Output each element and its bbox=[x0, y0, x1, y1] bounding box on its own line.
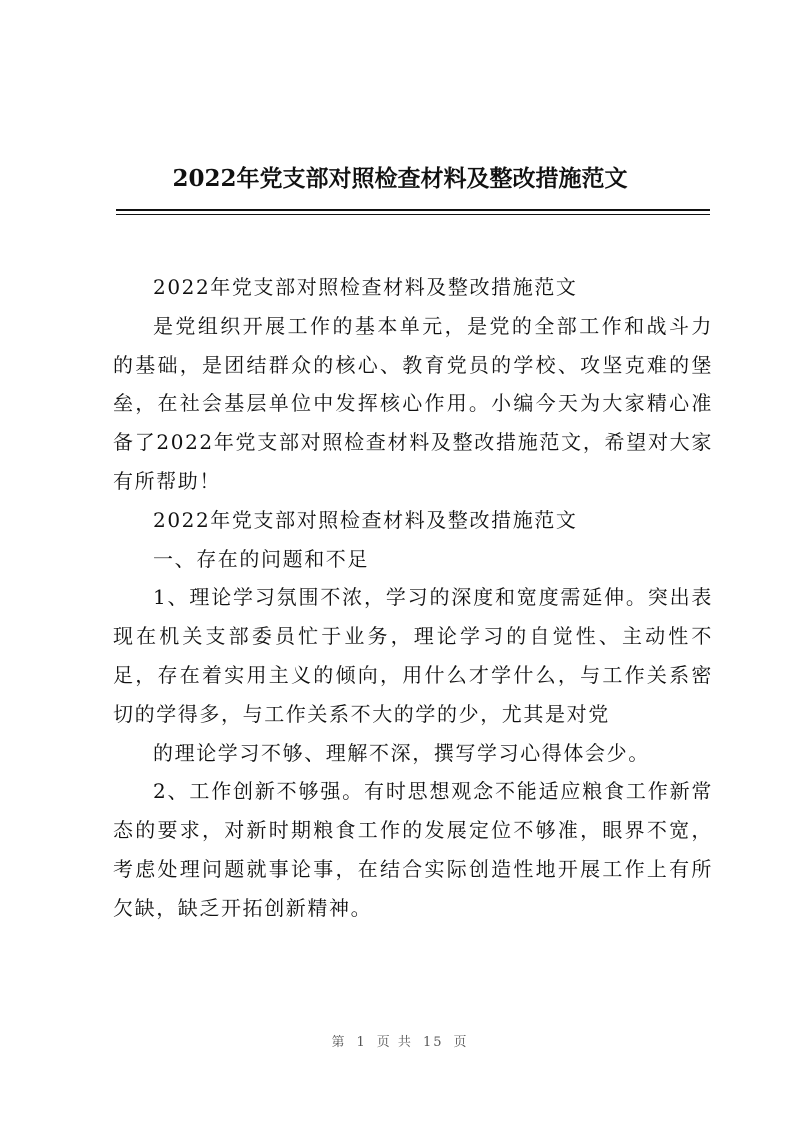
footer-prefix: 第 bbox=[331, 1035, 347, 1050]
page-footer bbox=[0, 1031, 800, 1050]
footer-suffix: 页 bbox=[453, 1035, 469, 1050]
paragraph-subtitle: 2022年党支部对照检查材料及整改措施范文 bbox=[153, 275, 578, 299]
footer-total-pages: 15 bbox=[422, 1035, 444, 1050]
title-divider-thin bbox=[116, 214, 710, 215]
title-divider bbox=[116, 209, 710, 211]
document-title: 2022年党支部对照检查材料及整改措施范文 bbox=[172, 165, 628, 192]
footer-middle: 页 共 bbox=[376, 1035, 413, 1050]
paragraph-intro: 是党组织开展工作的基本单元，是党的全部工作和战斗力的基础，是团结群众的核心、教育党员的学校、攻坚克难的堡垒，在社会基层单位中发挥核心作用。小编今天为大家精心准备了2022年党支部对照检查材料及整改措施范文，希望对大家有所帮助！ bbox=[113, 313, 713, 493]
paragraph-subtitle-repeat: 2022年党支部对照检查材料及整改措施范文 bbox=[153, 507, 578, 532]
paragraph-item-2: 2、工作创新不够强。有时思想观念不能适应粮食工作新常态的要求，对新时期粮食工作的发展定位不够准，眼界不宽，考虑处理问题就事论事，在结合实际创造性地开展工作上有所欠缺，缺乏开拓创新精神。 bbox=[113, 779, 713, 920]
paragraph-item-1: 1、理论学习氛围不浓，学习的深度和宽度需延伸。突出表现在机关支部委员忙于业务，理论学习的自觉性、主动性不足，存在着实用主义的倾向，用什么才学什么，与工作关系密切的学得多，与工作关系不大的学的少，尤其是对党 bbox=[113, 585, 713, 726]
section-heading: 一、存在的问题和不足 bbox=[153, 546, 369, 571]
document-body bbox=[113, 268, 713, 928]
footer-page-number: 1 bbox=[356, 1035, 367, 1050]
paragraph-item-1-continued: 的理论学习不够、理解不深，撰写学习心得体会少。 bbox=[153, 740, 650, 765]
